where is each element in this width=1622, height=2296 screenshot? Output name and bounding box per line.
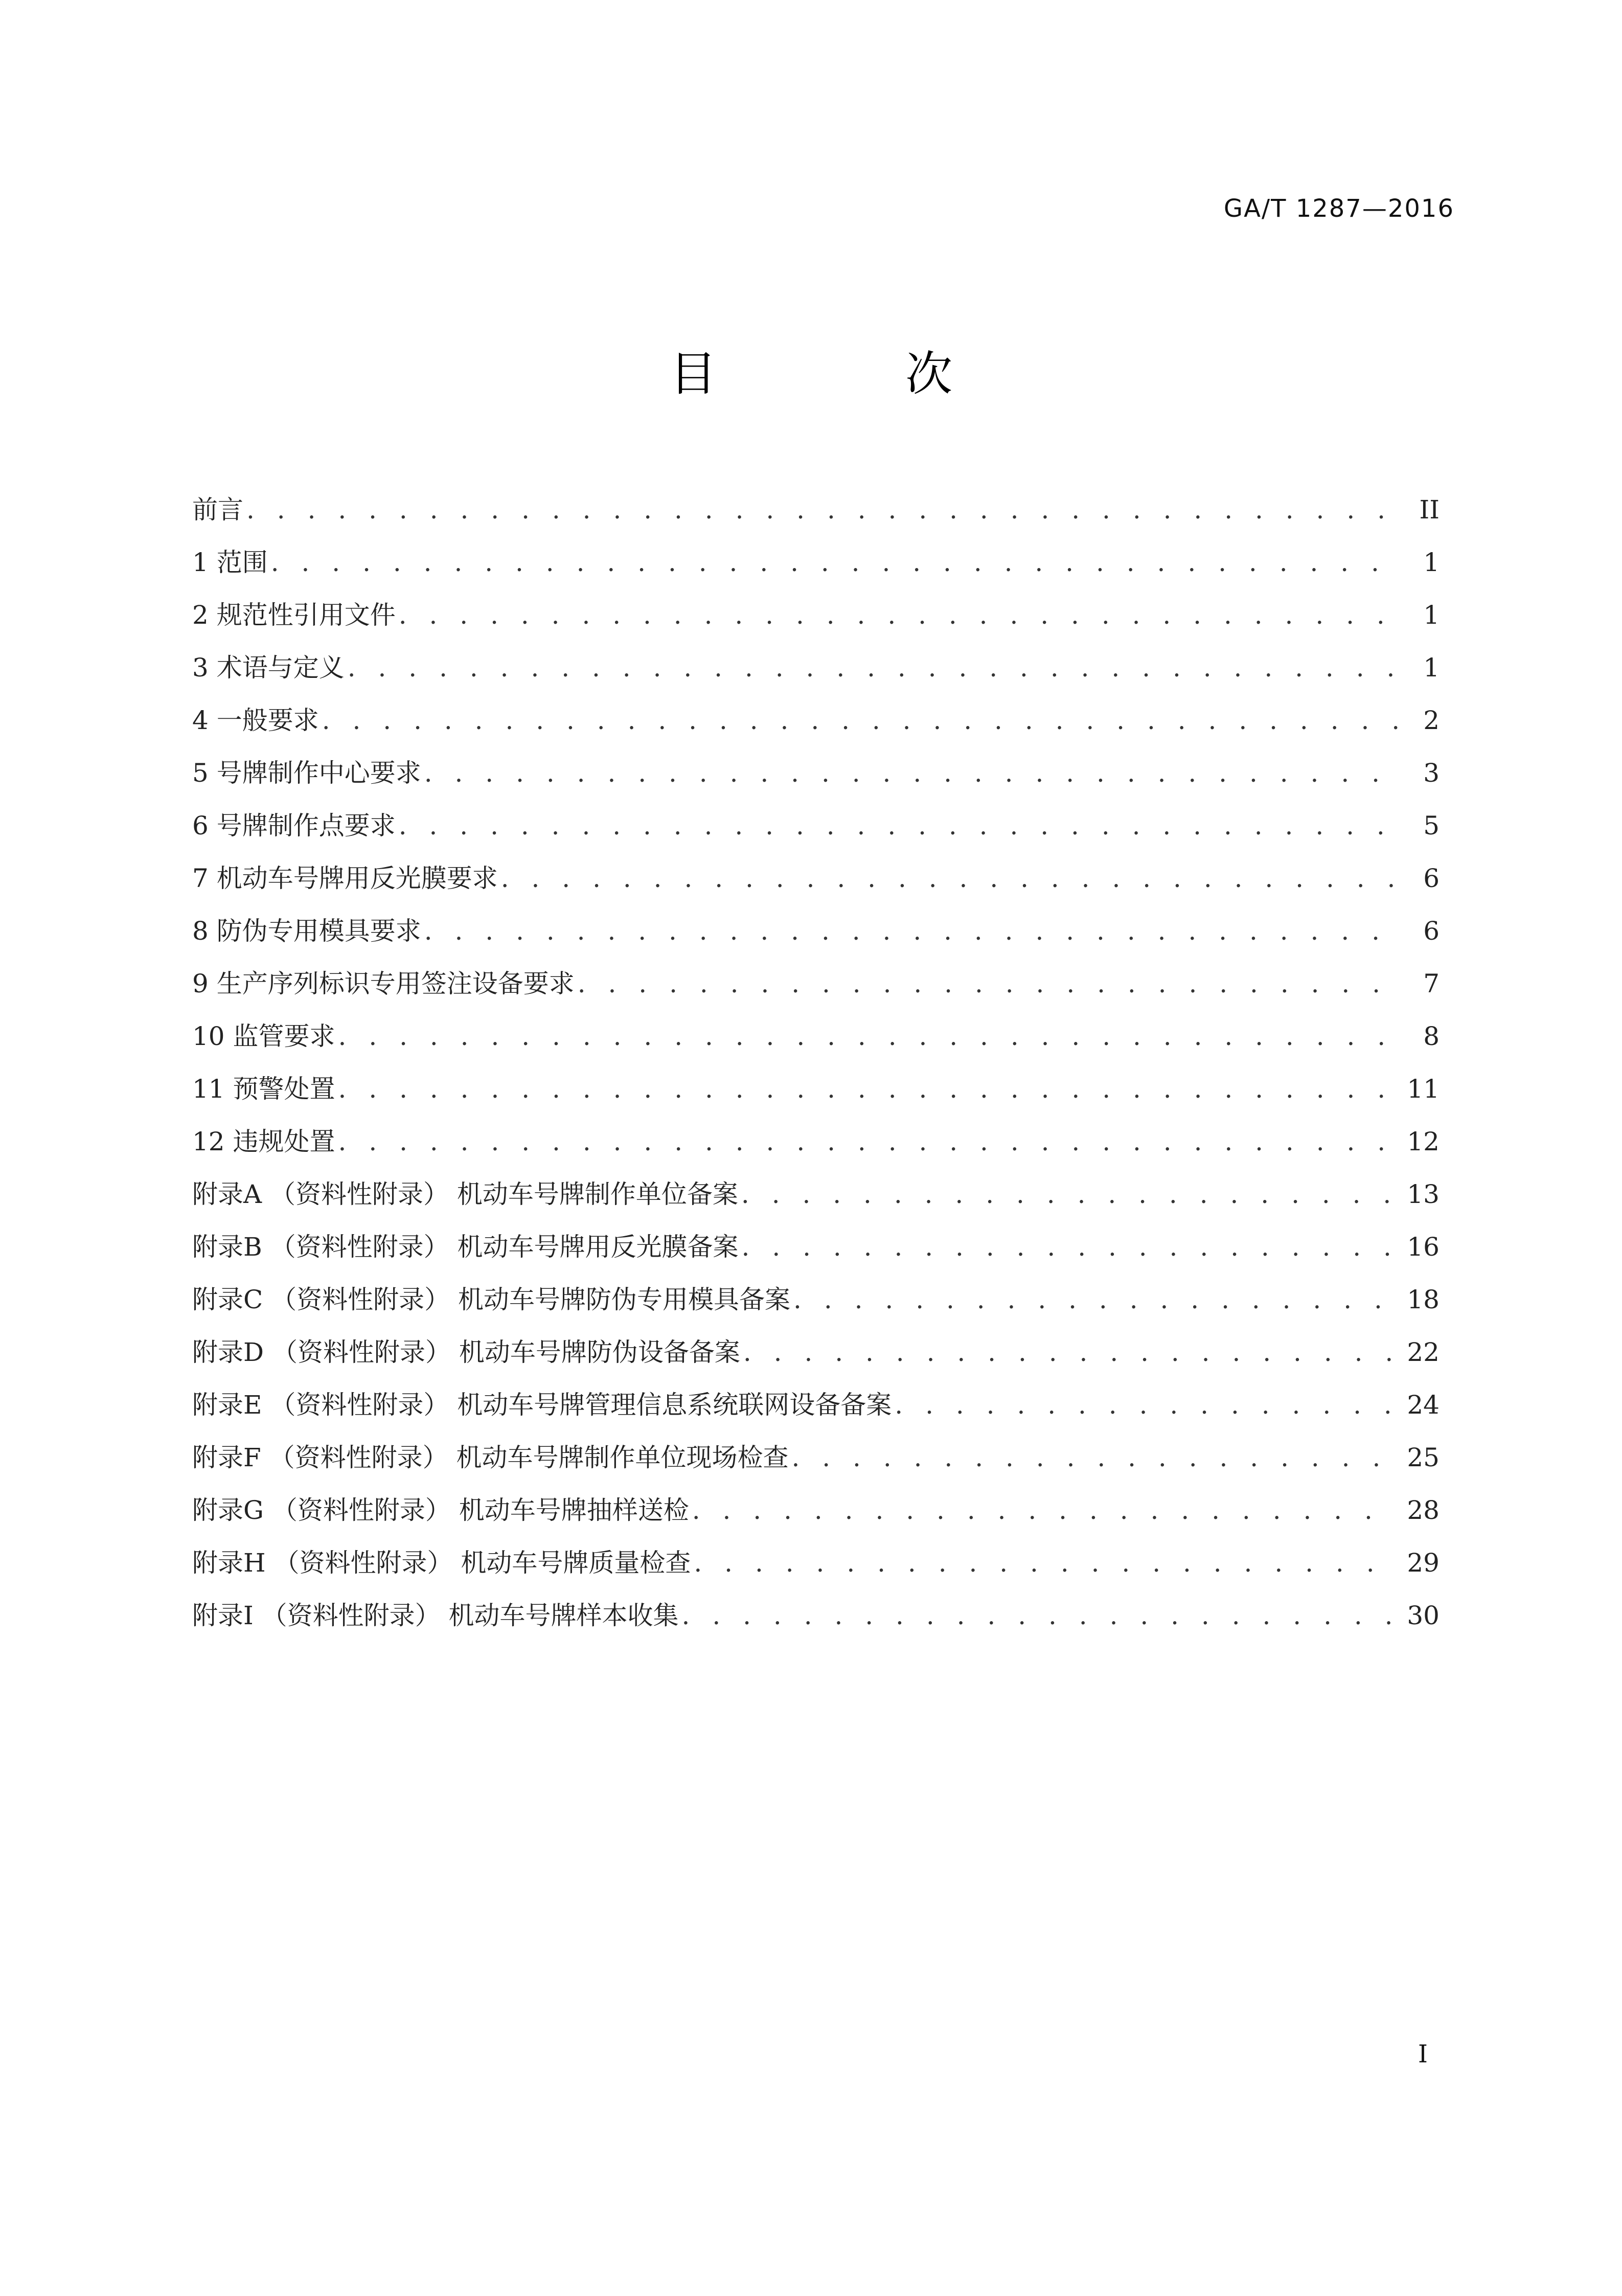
toc-entry[interactable]: [192, 1431, 1440, 1484]
toc-entry-page: 5: [1423, 811, 1440, 840]
toc-entry-page: 1: [1423, 653, 1440, 683]
toc-dot-leader: [271, 536, 1399, 589]
toc-dot-leader: [895, 1379, 1397, 1431]
page-number: I: [1418, 2040, 1428, 2068]
toc-title: 目 次: [669, 347, 1040, 401]
toc-entry-page: 6: [1423, 863, 1440, 893]
toc-dot-leader: [578, 958, 1399, 1010]
toc-dot-leader: [399, 589, 1399, 642]
toc-dot-leader: [742, 1221, 1397, 1274]
toc-entry[interactable]: [192, 800, 1440, 852]
toc-entry[interactable]: [192, 747, 1440, 800]
toc-entry-label: 附录C （资料性附录） 机动车号牌防伪专用模具备案: [192, 1285, 791, 1314]
toc-entry-label: 前言: [192, 495, 243, 525]
toc-entry[interactable]: [192, 484, 1440, 536]
toc-entry-page: 30: [1407, 1601, 1440, 1630]
toc-entry-label: 附录I （资料性附录） 机动车号牌样本收集: [192, 1601, 679, 1630]
toc-entry-label: 附录D （资料性附录） 机动车号牌防伪设备备案: [192, 1337, 740, 1367]
toc-entry[interactable]: [192, 1589, 1440, 1642]
toc-entry-label: 7 机动车号牌用反光膜要求: [192, 863, 498, 893]
toc-entry-page: 8: [1423, 1021, 1440, 1051]
toc-entry-label: 1 范围: [192, 548, 268, 577]
toc-entry[interactable]: [192, 1010, 1440, 1063]
toc-dot-leader: [338, 1063, 1397, 1116]
table-of-contents: [192, 484, 1440, 1642]
toc-entry-label: 附录F （资料性附录） 机动车号牌制作单位现场检查: [192, 1443, 789, 1472]
toc-entry-label: 8 防伪专用模具要求: [192, 916, 421, 946]
standard-code: GA/T 1287—2016: [1223, 194, 1454, 223]
toc-dot-leader: [338, 1010, 1399, 1063]
toc-dot-leader: [692, 1484, 1397, 1537]
toc-dot-leader: [424, 747, 1399, 800]
toc-entry-label: 3 术语与定义: [192, 653, 345, 683]
toc-entry-page: 2: [1423, 706, 1440, 735]
toc-entry-page: 1: [1423, 548, 1440, 577]
toc-dot-leader: [246, 484, 1399, 536]
toc-entry-label: 12 违规处置: [192, 1127, 335, 1156]
toc-entry-page: 3: [1423, 758, 1440, 788]
toc-entry[interactable]: [192, 536, 1440, 589]
toc-entry-page: 11: [1407, 1074, 1440, 1104]
toc-entry-page: 25: [1407, 1443, 1440, 1472]
toc-entry-label: 5 号牌制作中心要求: [192, 758, 421, 788]
toc-entry[interactable]: [192, 642, 1440, 694]
toc-dot-leader: [743, 1326, 1397, 1379]
toc-entry-page: 6: [1423, 916, 1440, 946]
toc-entry-page: 18: [1407, 1285, 1440, 1314]
toc-dot-leader: [399, 800, 1399, 852]
toc-entry[interactable]: [192, 905, 1440, 958]
toc-entry-page: 12: [1407, 1127, 1440, 1156]
toc-entry[interactable]: [192, 1274, 1440, 1326]
toc-entry-page: 7: [1423, 969, 1440, 998]
toc-dot-leader: [694, 1537, 1397, 1589]
toc-dot-leader: [741, 1168, 1397, 1221]
toc-entry-page: II: [1419, 495, 1440, 525]
toc-entry[interactable]: [192, 589, 1440, 642]
toc-entry[interactable]: [192, 1484, 1440, 1537]
toc-entry-page: 24: [1407, 1390, 1440, 1420]
toc-entry[interactable]: [192, 1168, 1440, 1221]
toc-entry-label: 6 号牌制作点要求: [192, 811, 396, 840]
toc-entry[interactable]: [192, 1379, 1440, 1431]
toc-dot-leader: [793, 1274, 1397, 1326]
toc-entry[interactable]: [192, 1326, 1440, 1379]
toc-dot-leader: [424, 905, 1399, 958]
toc-entry[interactable]: [192, 1221, 1440, 1274]
toc-entry[interactable]: [192, 1116, 1440, 1168]
toc-entry[interactable]: [192, 852, 1440, 905]
toc-entry-page: 29: [1407, 1548, 1440, 1578]
toc-entry-label: 2 规范性引用文件: [192, 600, 396, 630]
toc-entry-label: 附录B （资料性附录） 机动车号牌用反光膜备案: [192, 1232, 739, 1262]
toc-entry-label: 附录A （资料性附录） 机动车号牌制作单位备案: [192, 1179, 738, 1209]
toc-dot-leader: [322, 694, 1399, 747]
toc-entry-label: 10 监管要求: [192, 1021, 335, 1051]
toc-entry-label: 4 一般要求: [192, 706, 319, 735]
toc-dot-leader: [501, 852, 1399, 905]
toc-entry-label: 附录H （资料性附录） 机动车号牌质量检查: [192, 1548, 691, 1578]
toc-dot-leader: [348, 642, 1399, 694]
toc-entry-page: 28: [1407, 1495, 1440, 1525]
toc-entry-label: 附录E （资料性附录） 机动车号牌管理信息系统联网设备备案: [192, 1390, 892, 1420]
toc-entry[interactable]: [192, 958, 1440, 1010]
toc-entry[interactable]: [192, 694, 1440, 747]
toc-entry[interactable]: [192, 1063, 1440, 1116]
toc-entry-page: 13: [1407, 1179, 1440, 1209]
toc-dot-leader: [682, 1589, 1397, 1642]
toc-dot-leader: [338, 1116, 1397, 1168]
toc-dot-leader: [791, 1431, 1397, 1484]
toc-entry-label: 附录G （资料性附录） 机动车号牌抽样送检: [192, 1495, 689, 1525]
toc-entry-label: 9 生产序列标识专用签注设备要求: [192, 969, 575, 998]
toc-entry-label: 11 预警处置: [192, 1074, 335, 1104]
toc-entry-page: 16: [1407, 1232, 1440, 1262]
toc-entry-page: 1: [1423, 600, 1440, 630]
toc-entry[interactable]: [192, 1537, 1440, 1589]
toc-entry-page: 22: [1407, 1337, 1440, 1367]
